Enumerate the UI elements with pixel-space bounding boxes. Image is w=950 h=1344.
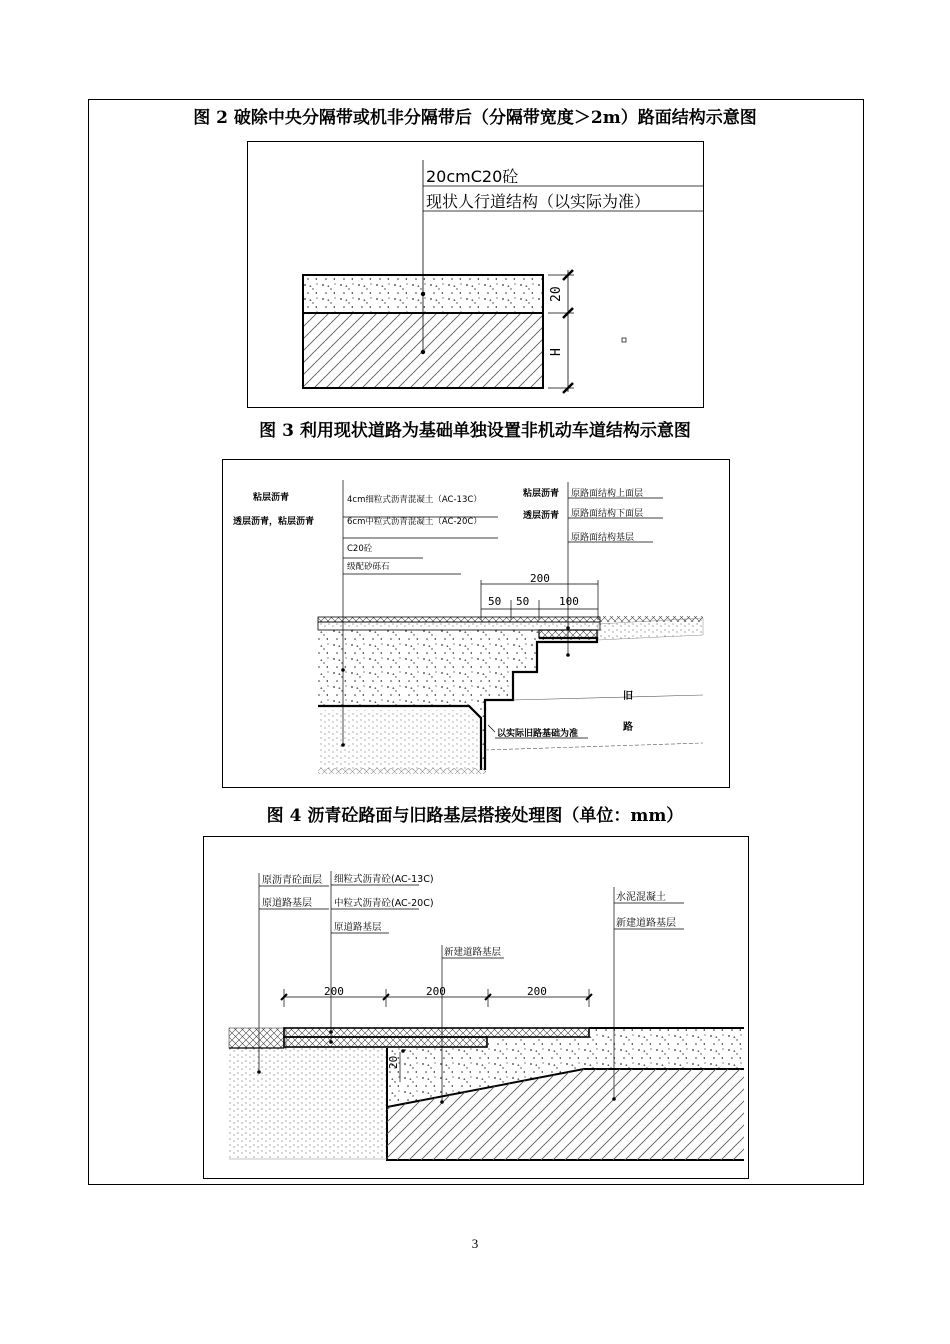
- leader-dot-top: [421, 292, 425, 296]
- figure4-caption: 图 4 沥青砼路面与旧路基层搭接处理图（单位：mm）: [266, 806, 684, 826]
- label-c20: C20砼: [347, 544, 373, 554]
- label-tack-right: 粘层沥青: [523, 489, 560, 499]
- dim-200-3: 200: [527, 985, 547, 998]
- label-ac20c: 中粒式沥青砼(AC-20C): [334, 898, 434, 909]
- dim-200: 200: [530, 572, 550, 585]
- figure2-diagram: [248, 142, 705, 409]
- dim-50a: 50: [488, 595, 502, 608]
- label-new-base-mid: 新建道路基层: [444, 947, 502, 958]
- label-note: 以实际旧路基础为准: [497, 729, 579, 739]
- gravel-layer: [318, 710, 479, 770]
- figure2-caption: 图 2 破除中央分隔带或机非分隔带后（分隔带宽度＞2m）路面结构示意图: [193, 108, 757, 128]
- label-ac20: 6cm中粒式沥青混凝土（AC-20C）: [347, 517, 482, 527]
- label-orig-asphalt: 原沥青砼面层: [262, 875, 322, 886]
- figure3-diagram: [223, 460, 731, 789]
- dim-50b: 50: [516, 595, 530, 608]
- label-existing: 现状人行道结构（以实际为准）: [426, 192, 651, 211]
- label-prime-right: 透层沥青: [523, 511, 560, 521]
- figure3-caption: 图 3 利用现状道路为基础单独设置非机动车道结构示意图: [259, 421, 691, 441]
- dim-h: H: [549, 348, 564, 356]
- dim-20-v: 20: [387, 1055, 400, 1069]
- figure4-diagram: [204, 837, 750, 1180]
- label-prime-tack: 透层沥青，粘层沥青: [233, 517, 315, 527]
- figure4-panel: [203, 836, 749, 1179]
- dim-20: 20: [549, 286, 564, 302]
- ac20c-layer: [284, 1037, 487, 1047]
- label-old-2: 路: [623, 722, 633, 733]
- dim-200-1: 200: [324, 985, 344, 998]
- dim-100: 100: [559, 595, 579, 608]
- label-tack-coat: 粘层沥青: [253, 493, 290, 503]
- label-new-base-right: 新建道路基层: [616, 918, 676, 929]
- label-ac13: 4cm细粒式沥青混凝土（AC-13C）: [347, 495, 482, 505]
- orig-asphalt-layer: [229, 1028, 286, 1048]
- label-c20: 20cmC20砼: [426, 167, 519, 186]
- leader-dot-bottom: [421, 350, 425, 354]
- ac13-layer: [318, 617, 600, 622]
- label-orig-road-base: 原道路基层: [334, 922, 382, 933]
- label-gravel: 级配砂砾石: [347, 562, 390, 572]
- dim-200-2: 200: [426, 985, 446, 998]
- label-orig-base: 原道路基层: [262, 898, 312, 909]
- label-lower: 原路面结构下面层: [571, 509, 644, 519]
- label-old-1: 旧: [623, 691, 633, 702]
- page-number: 3: [471, 1236, 479, 1251]
- label-base: 原路面结构基层: [571, 533, 635, 543]
- figure3-panel: [222, 459, 730, 788]
- label-upper: 原路面结构上面层: [571, 489, 644, 499]
- label-cement: 水泥混凝土: [616, 892, 666, 903]
- orig-base-layer: [229, 1048, 387, 1158]
- ac20-layer: [318, 622, 600, 630]
- label-ac13c: 细粒式沥青砼(AC-13C): [334, 874, 434, 885]
- figure2-panel: [247, 141, 704, 408]
